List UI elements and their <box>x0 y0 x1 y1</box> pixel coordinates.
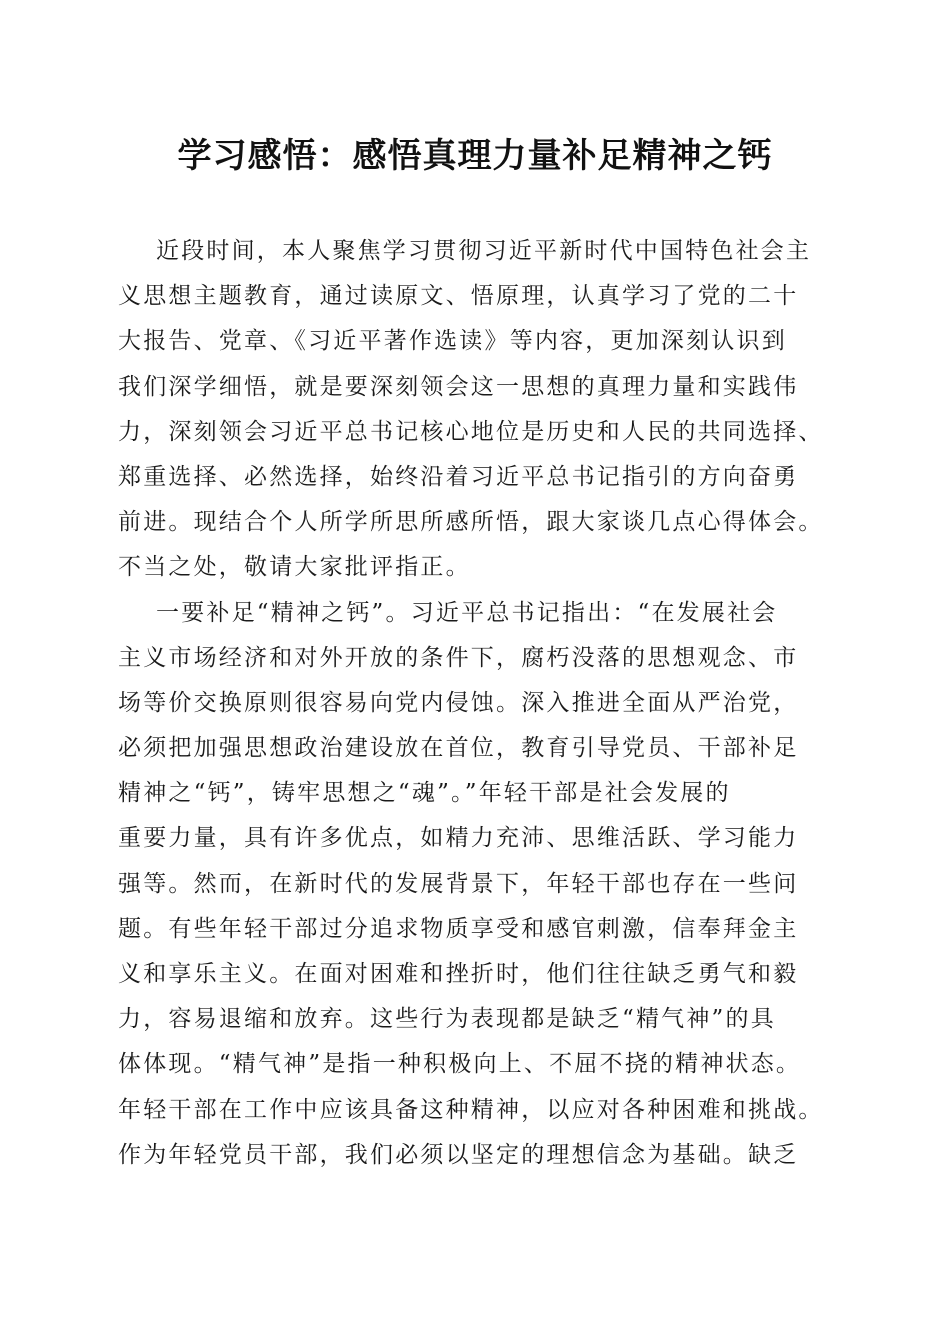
paragraph-line: 强等。然而，在新时代的发展背景下，年轻干部也存在一些问 <box>118 870 799 897</box>
paragraph-line: 作为年轻党员干部，我们必须以坚定的理想信念为基础。缺乏 <box>118 1141 799 1168</box>
paragraph-line: 场等价交换原则很容易向党内侵蚀。深入推进全面从严治党， <box>118 689 799 716</box>
paragraph-line: 义和享乐主义。在面对困难和挫折时，他们往往缺乏勇气和毅 <box>118 961 799 987</box>
paragraph-line: 力，容易退缩和放弃。这些行为表现都是缺乏“精气神”的具 <box>118 1006 776 1033</box>
paragraph-line: 主义市场经济和对外开放的条件下，腐朽没落的思想观念、市 <box>118 644 799 671</box>
paragraph-line: 体体现。“精气神”是指一种积极向上、不屈不挠的精神状态。 <box>118 1051 802 1078</box>
paragraph-line: 我们深学细悟，就是要深刻领会这一思想的真理力量和实践伟 <box>118 373 799 400</box>
paragraph-line: 郑重选择、必然选择，始终沿着习近平总书记指引的方向奋勇 <box>118 463 799 490</box>
paragraph-line: 前进。现结合个人所学所思所感所悟，跟大家谈几点心得体会。 <box>118 509 824 536</box>
paragraph-line: 精神之“钙”，铸牢思想之“魂”。”年轻干部是社会发展的 <box>118 780 731 807</box>
paragraph-line: 重要力量，具有许多优点，如精力充沛、思维活跃、学习能力 <box>118 825 799 852</box>
paragraph-line: 义思想主题教育，通过读原文、悟原理，认真学习了党的二十 <box>118 283 799 310</box>
document-title: 学习感悟：感悟真理力量补足精神之钙 <box>177 136 773 176</box>
paragraph-line: 近段时间，本人聚焦学习贯彻习近平新时代中国特色社会主 <box>156 238 812 264</box>
document-body <box>118 229 843 1178</box>
paragraph-line: 一要补足“精神之钙”。习近平总书记指出：“在发展社会 <box>156 599 778 626</box>
paragraph-line: 必须把加强思想政治建设放在首位，教育引导党员、干部补足 <box>118 735 799 762</box>
paragraph-line: 力，深刻领会习近平总书记核心地位是历史和人民的共同选择、 <box>118 418 824 445</box>
paragraph-line: 题。有些年轻干部过分追求物质享受和感官刺激，信奉拜金主 <box>118 915 799 942</box>
paragraph-line: 年轻干部在工作中应该具备这种精神，以应对各种困难和挑战。 <box>118 1096 824 1123</box>
paragraph-line: 不当之处，敬请大家批评指正。 <box>118 554 471 581</box>
paragraph-line: 大报告、党章、《习近平著作选读》等内容，更加深刻认识到 <box>118 328 787 355</box>
